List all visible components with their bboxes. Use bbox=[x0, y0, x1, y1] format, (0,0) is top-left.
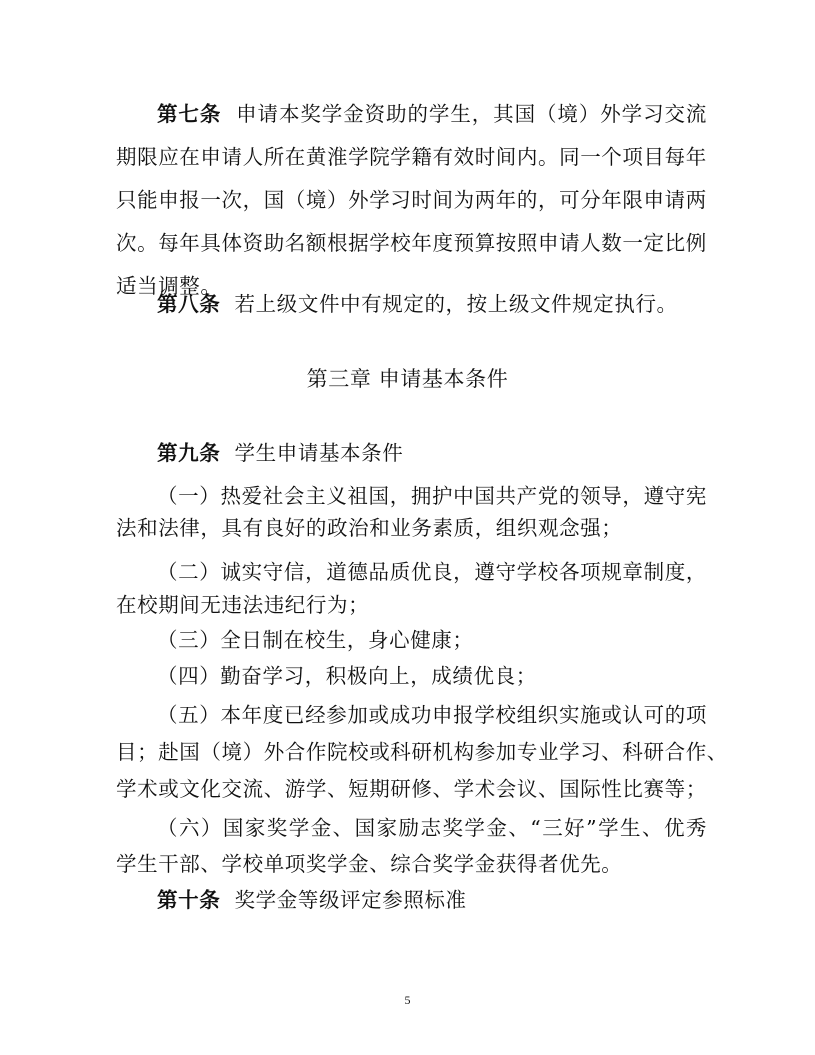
article-7-line-4: 次。每年具体资助名额根据学校年度预算按照申请人数一定比例 bbox=[116, 231, 707, 255]
item-4: （四）勤奋学习，积极向上，成绩优良； bbox=[157, 664, 537, 688]
article-8-label: 第八条 bbox=[157, 292, 221, 316]
article-7-line-1 bbox=[157, 104, 707, 125]
item-6-line-1: （六）国家奖学金、国家励志奖学金、“三好”学生、优秀 bbox=[157, 816, 707, 840]
article-7-line-5: 适当调整。 bbox=[116, 274, 222, 298]
article-8-text-1: 若上级文件中有规定的，按上级文件规定执行。 bbox=[234, 292, 678, 316]
item-2-line-1: （二）诚实守信，道德品质优良，遵守学校各项规章制度， bbox=[157, 560, 707, 584]
article-7-line-3: 只能申报一次，国（境）外学习时间为两年的，可分年限申请两 bbox=[116, 188, 707, 212]
article-9-line-1 bbox=[157, 443, 707, 464]
item-2-line-2: 在校期间无违法违纪行为； bbox=[116, 593, 370, 617]
article-7-label: 第七条 bbox=[157, 102, 222, 126]
article-8-line-1 bbox=[157, 294, 707, 315]
article-9-text-1: 学生申请基本条件 bbox=[234, 441, 404, 465]
article-7-text-1: 申请本奖学金资助的学生，其国（境）外学习交流 bbox=[236, 102, 708, 126]
item-1-line-2: 法和法律，具有良好的政治和业务素质，组织观念强； bbox=[116, 516, 623, 540]
item-1-line-1: （一）热爱社会主义祖国，拥护中国共产党的领导，遵守宪 bbox=[157, 484, 707, 508]
article-7-line-2: 期限应在申请人所在黄淮学院学籍有效时间内。同一个项目每年 bbox=[116, 145, 707, 169]
item-5-line-3: 学术或文化交流、游学、短期研修、学术会议、国际性比赛等； bbox=[116, 777, 707, 801]
article-10-label: 第十条 bbox=[157, 888, 221, 912]
item-6-line-2: 学生干部、学校单项奖学金、综合奖学金获得者优先。 bbox=[116, 852, 623, 876]
item-5-line-2: 目；赴国（境）外合作院校或科研机构参加专业学习、科研合作、 bbox=[116, 740, 728, 764]
item-5-line-1: （五）本年度已经参加或成功申报学校组织实施或认可的项 bbox=[157, 703, 707, 727]
article-10-line-1 bbox=[157, 890, 707, 911]
article-9-label: 第九条 bbox=[157, 441, 221, 465]
chapter-3-heading: 第三章 申请基本条件 bbox=[306, 367, 509, 391]
page-number: 5 bbox=[404, 993, 411, 1007]
article-10-text-1: 奖学金等级评定参照标准 bbox=[234, 888, 467, 912]
item-3: （三）全日制在校生，身心健康； bbox=[157, 628, 474, 652]
